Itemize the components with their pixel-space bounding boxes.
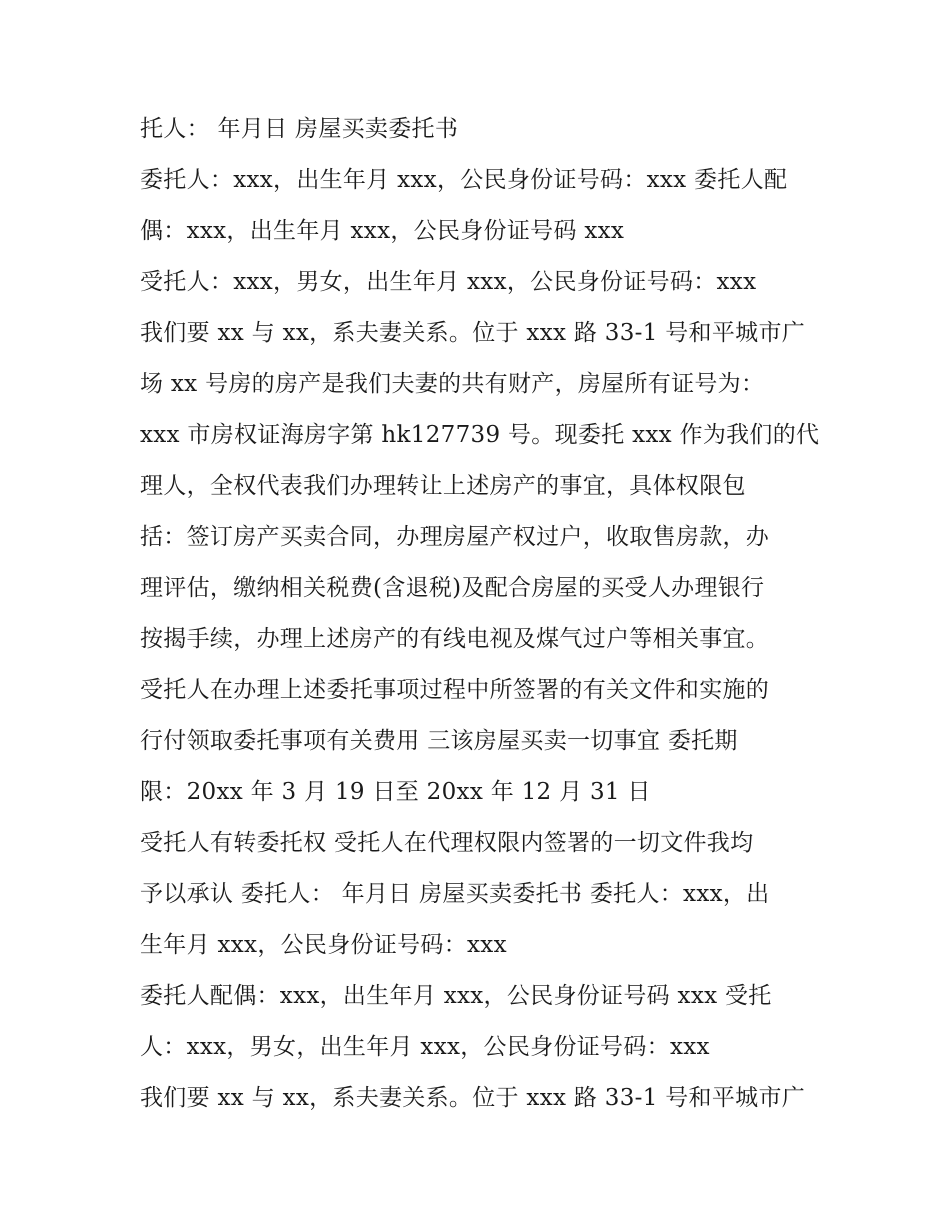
text-line: 场 xx 号房的房产是我们夫妻的共有财产，房屋所有证号为： xyxy=(140,371,765,397)
text-line: 行付领取委托事项有关费用 三该房屋买卖一切事宜 委托期 xyxy=(140,728,738,754)
text-line: 限：20xx 年 3 月 19 日至 20xx 年 12 月 31 日 xyxy=(140,779,651,805)
text-line: 括：签订房产买卖合同，办理房屋产权过户，收取售房款，办 xyxy=(140,524,770,550)
text-line: 人：xxx，男女，出生年月 xxx，公民身份证号码：xxx xyxy=(140,1034,710,1060)
text-line: 偶：xxx，出生年月 xxx，公民身份证号码 xxx xyxy=(140,218,625,244)
text-line: 托人： 年月日 房屋买卖委托书 xyxy=(140,116,459,142)
text-line: 予以承认 委托人： 年月日 房屋买卖委托书 委托人：xxx，出 xyxy=(140,881,770,907)
text-line: 生年月 xxx，公民身份证号码：xxx xyxy=(140,932,507,958)
text-line: xxx 市房权证海房字第 hk127739 号。现委托 xxx 作为我们的代 xyxy=(140,422,820,448)
document-body xyxy=(140,104,830,1124)
text-line: 理人，全权代表我们办理转让上述房产的事宜，具体权限包 xyxy=(140,473,746,499)
text-line: 我们要 xx 与 xx，系夫妻关系。位于 xxx 路 33-1 号和平城市广 xyxy=(140,320,806,346)
text-line: 理评估，缴纳相关税费(含退税)及配合房屋的买受人办理银行 xyxy=(140,575,765,601)
text-line: 委托人配偶：xxx，出生年月 xxx，公民身份证号码 xxx 受托 xyxy=(140,983,772,1009)
text-line: 受托人：xxx，男女，出生年月 xxx，公民身份证号码：xxx xyxy=(140,269,757,295)
text-line: 委托人：xxx，出生年月 xxx，公民身份证号码：xxx 委托人配 xyxy=(140,167,788,193)
text-line: 按揭手续，办理上述房产的有线电视及煤气过户等相关事宜。 xyxy=(140,626,770,652)
text-line: 受托人有转委托权 受托人在代理权限内签署的一切文件我均 xyxy=(140,830,754,856)
text-line: 受托人在办理上述委托事项过程中所签署的有关文件和实施的 xyxy=(140,677,770,703)
text-line: 我们要 xx 与 xx，系夫妻关系。位于 xxx 路 33-1 号和平城市广 xyxy=(140,1085,806,1111)
